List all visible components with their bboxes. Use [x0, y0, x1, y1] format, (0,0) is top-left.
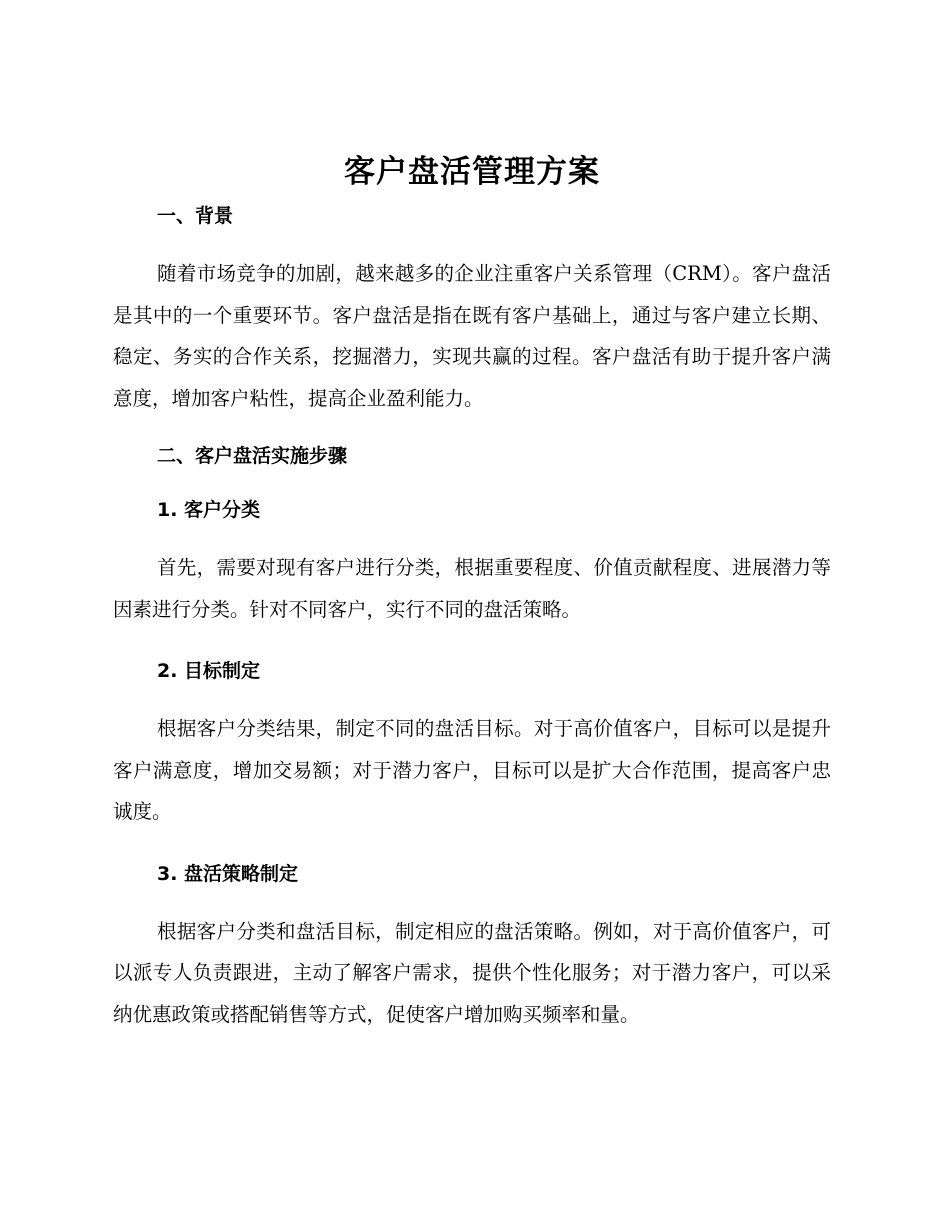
- paragraph-goal-setting: 根据客户分类结果，制定不同的盘活目标。对于高价值客户，目标可以是提升客户满意度，增加交易额；对于潜力客户，目标可以是扩大合作范围，提高客户忠诚度。: [113, 717, 831, 823]
- paragraph-customer-classification: 首先，需要对现有客户进行分类，根据重要程度、价值贡献程度、进展潜力等因素进行分类。针对不同客户，实行不同的盘活策略。: [113, 556, 831, 621]
- subsection-heading-goal-setting: 2. 目标制定: [157, 660, 261, 682]
- section-heading-background: 一、背景: [157, 205, 234, 227]
- section-heading-implementation-steps: 二、客户盘活实施步骤: [157, 445, 348, 467]
- subsection-heading-customer-classification: 1. 客户分类: [157, 499, 261, 521]
- subsection-heading-strategy-formulation: 3. 盘活策略制定: [157, 862, 299, 885]
- paragraph-strategy-formulation: 根据客户分类和盘活目标，制定相应的盘活策略。例如，对于高价值客户，可以派专人负责跟进，主动了解客户需求，提供个性化服务；对于潜力客户，可以采纳优惠政策或搭配销售等方式，促使客户增加购买频率和量。: [113, 919, 831, 1026]
- document-title: 客户盘活管理方案: [344, 154, 600, 190]
- paragraph-background: 随着市场竞争的加剧，越来越多的企业注重客户关系管理（CRM）。客户盘活是其中的一个重要环节。客户盘活是指在既有客户基础上，通过与客户建立长期、稳定、务实的合作关系，挖掘潜力，实现共赢的过程。客户盘活有助于提升客户满意度，增加客户粘性，提高企业盈利能力。: [113, 262, 831, 410]
- document-page: [113, 150, 831, 1035]
